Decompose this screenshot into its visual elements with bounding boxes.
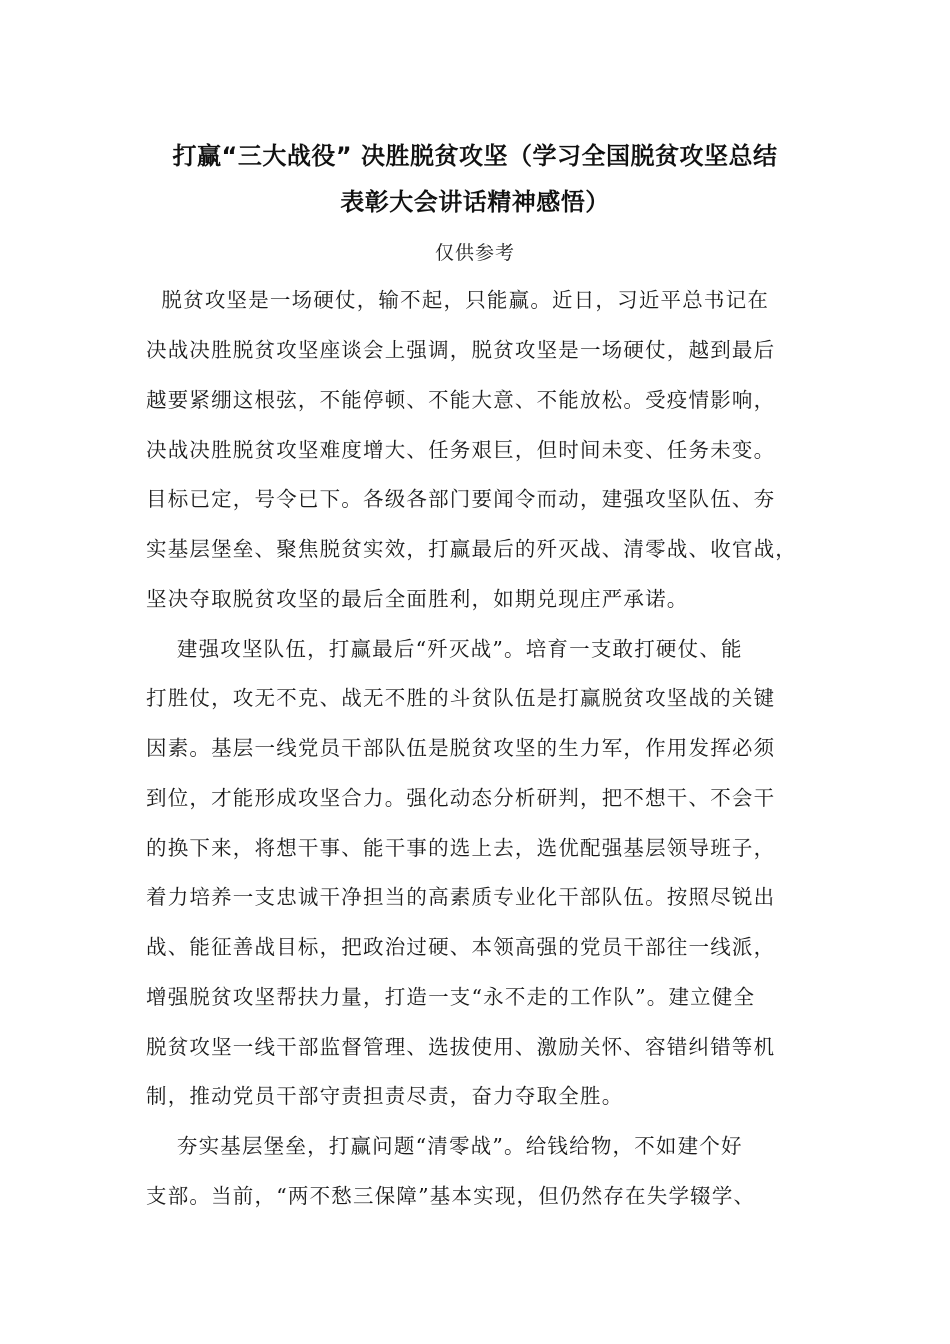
body-line: 脱贫攻坚一线干部监督管理、选拔使用、激励关怀、容错纠错等机 [146,1035,776,1059]
body-line: 脱贫攻坚是一场硬仗，输不起，只能赢。近日，习近平总书记在 [146,288,770,312]
body-line: 决战决胜脱贫攻坚难度增大、任务艰巨，但时间未变、任务未变。 [146,438,776,462]
body-line: 决战决胜脱贫攻坚座谈会上强调，脱贫攻坚是一场硬仗，越到最后 [146,338,776,362]
body-line: 因素。基层一线党员干部队伍是脱贫攻坚的生力军，作用发挥必须 [146,736,776,760]
body-line: 建强攻坚队伍，打赢最后“歼灭战”。培育一支敢打硬仗、能 [146,637,743,661]
body-line: 实基层堡垒、聚焦脱贫实效，打赢最后的歼灭战、清零战、收官战， [146,537,797,561]
document-title-line-2: 表彰大会讲话精神感悟） [340,188,610,216]
body-line: 到位，才能形成攻坚合力。强化动态分析研判，把不想干、不会干 [146,786,776,810]
body-line: 打胜仗，攻无不克、战无不胜的斗贫队伍是打赢脱贫攻坚战的关键 [146,686,776,710]
document-subtitle: 仅供参考 [434,242,515,264]
body-line: 着力培养一支忠诚干净担当的高素质专业化干部队伍。按照尽锐出 [146,885,776,909]
body-line: 增强脱贫攻坚帮扶力量，打造一支“永不走的工作队”。建立健全 [146,985,756,1009]
body-line: 越要紧绷这根弦，不能停顿、不能大意、不能放松。受疫情影响， [146,388,776,412]
body-line: 战、能征善战目标，把政治过硬、本领高强的党员干部往一线派， [146,935,776,959]
body-line: 夯实基层堡垒，打赢问题“清零战”。给钱给物，不如建个好 [146,1134,743,1158]
body-line: 坚决夺取脱贫攻坚的最后全面胜利，如期兑现庄严承诺。 [146,587,689,611]
body-line: 制，推动党员干部守责担责尽责，奋力夺取全胜。 [146,1084,624,1108]
body-line: 的换下来，将想干事、能干事的选上去，选优配强基层领导班子， [146,836,776,860]
body-line: 目标已定，号令已下。各级各部门要闻令而动，建强攻坚队伍、夯 [146,487,776,511]
body-line: 支部。当前，“两不愁三保障”基本实现，但仍然存在失学辍学、 [146,1184,756,1208]
document-title-line-1: 打赢“三大战役” 决胜脱贫攻坚（学习全国脱贫攻坚总结 [172,142,778,170]
